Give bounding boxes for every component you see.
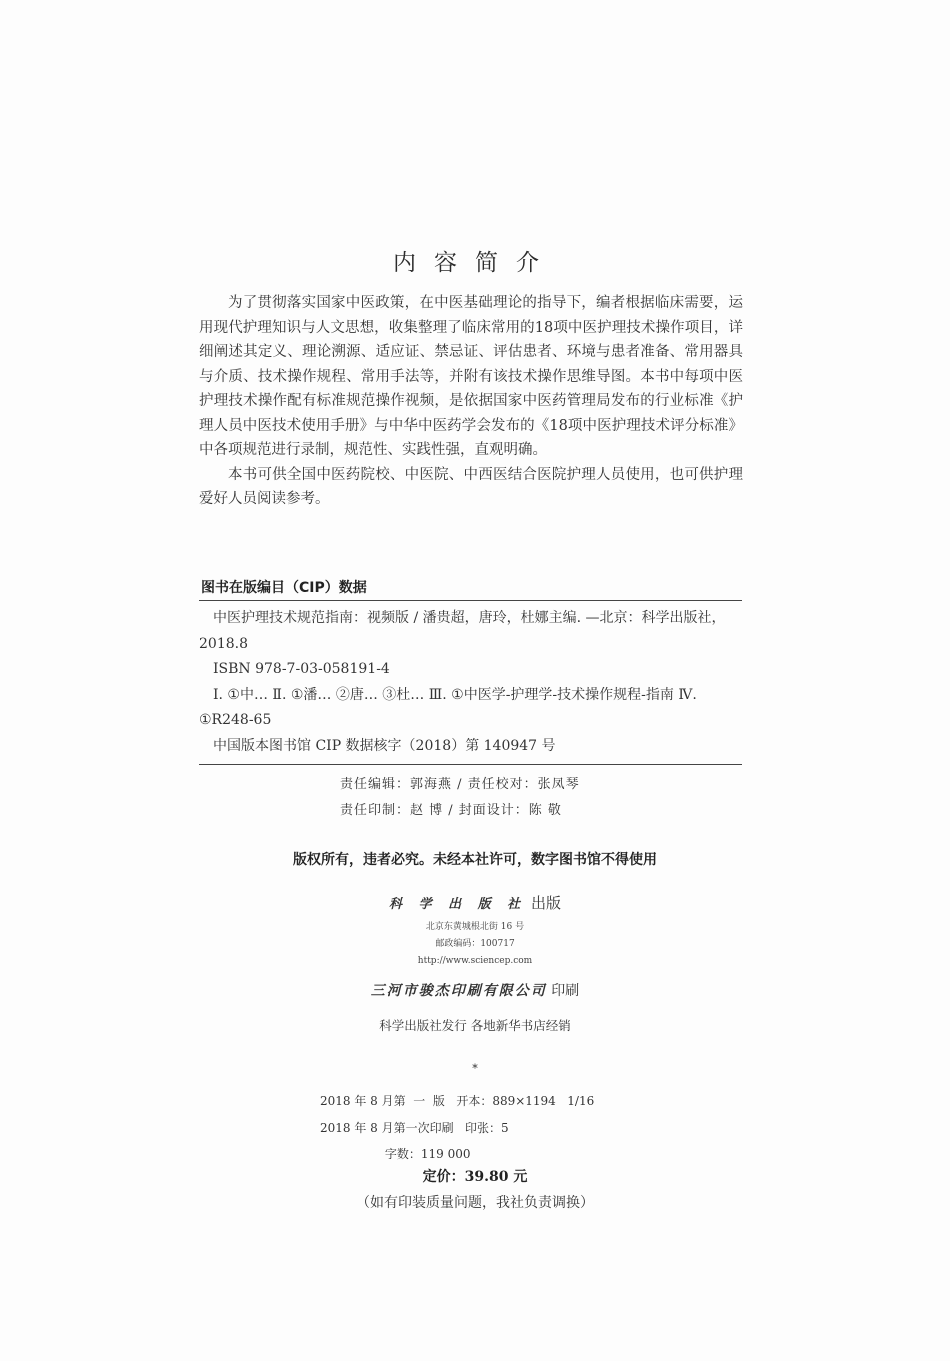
- publisher-suffix: 出版: [530, 894, 561, 912]
- publisher-logo: 科 学 出 版 社: [389, 897, 527, 912]
- cip-title: 图书在版编目（CIP）数据: [201, 580, 367, 596]
- edition-line-3: 字数：119 000: [320, 1147, 471, 1161]
- cip-isbn: ISBN 978-7-03-058191-4: [213, 661, 390, 677]
- cip-top-rule: [199, 600, 742, 601]
- printer-logo: 三河市骏杰印刷有限公司: [370, 983, 547, 999]
- publisher-address: 北京东黄城根北街 16 号: [425, 922, 525, 932]
- publisher-url: http://www.sciencep.com: [417, 956, 533, 966]
- price: 定价：39.80 元: [422, 1169, 528, 1185]
- credits-production: 责任印制：赵 博 / 封面设计：陈 敬: [340, 803, 562, 818]
- edition-line-2: 2018 年 8 月第一次印刷 印张：5: [320, 1120, 509, 1135]
- cip-entry: 中医护理技术规范指南：视频版 / 潘贵超，唐玲，杜娜主编. —北京：科学出版社，2018.8: [199, 610, 726, 652]
- printer-suffix: 印刷: [551, 983, 580, 999]
- printer-line: [0, 978, 950, 1004]
- quality-note: （如有印装质量问题，我社负责调换）: [356, 1195, 594, 1211]
- credits: [340, 772, 580, 824]
- publisher-line: [0, 891, 950, 915]
- edition-line-1: 2018 年 8 月第 一 版 开本：889×1194 1/16: [320, 1094, 595, 1108]
- distribution-line: 科学出版社发行 各地新华书店经销: [379, 1018, 571, 1033]
- intro-paragraph-2: 本书可供全国中医药院校、中医院、中西医结合医院护理人员使用，也可供护理爱好人员阅读参考。: [199, 466, 743, 507]
- intro-body: [199, 291, 743, 512]
- edition-info: [320, 1088, 594, 1168]
- publisher-block: [0, 891, 950, 1038]
- separator-asterisk: *: [472, 1062, 478, 1075]
- intro-heading: 内容简介: [393, 250, 557, 276]
- credits-editors: 责任编辑：郭海燕 / 责任校对：张凤琴: [340, 777, 580, 792]
- cip-subjects: Ⅰ. ①中… Ⅱ. ①潘… ②唐… ③杜… Ⅲ. ①中医学-护理学-技术操作规程-指南 Ⅳ. ①R248-65: [199, 686, 697, 728]
- copyright-notice: 版权所有，违者必究。未经本社许可，数字图书馆不得使用: [293, 852, 657, 868]
- cip-verification: 中国版本图书馆 CIP 数据核字（2018）第 140947 号: [213, 737, 556, 754]
- intro-paragraph-1: 为了贯彻落实国家中医政策，在中医基础理论的指导下，编者根据临床需要，运用现代护理知识与人文思想，收集整理了临床常用的18项中医护理技术操作项目，详细阐述其定义、理论溯源、适应证、禁忌证、评估患者、环境与患者准备、常用器具与介质、技术操作规程、常用手法等，并附有该技术操作思维导图。本书中每项中医护理技术操作配有标准规范操作视频，是依据国家中医药管理局发布的行业标准《护理人员中医技术使用手册》与中华中医药学会发布的《18项中医护理技术评分标准》中各项规范进行录制，规范性、实践性强，直观明确。: [199, 295, 743, 458]
- cip-bottom-rule: [199, 764, 742, 765]
- publisher-postcode: 邮政编码：100717: [435, 939, 515, 949]
- cip-body: [199, 606, 743, 759]
